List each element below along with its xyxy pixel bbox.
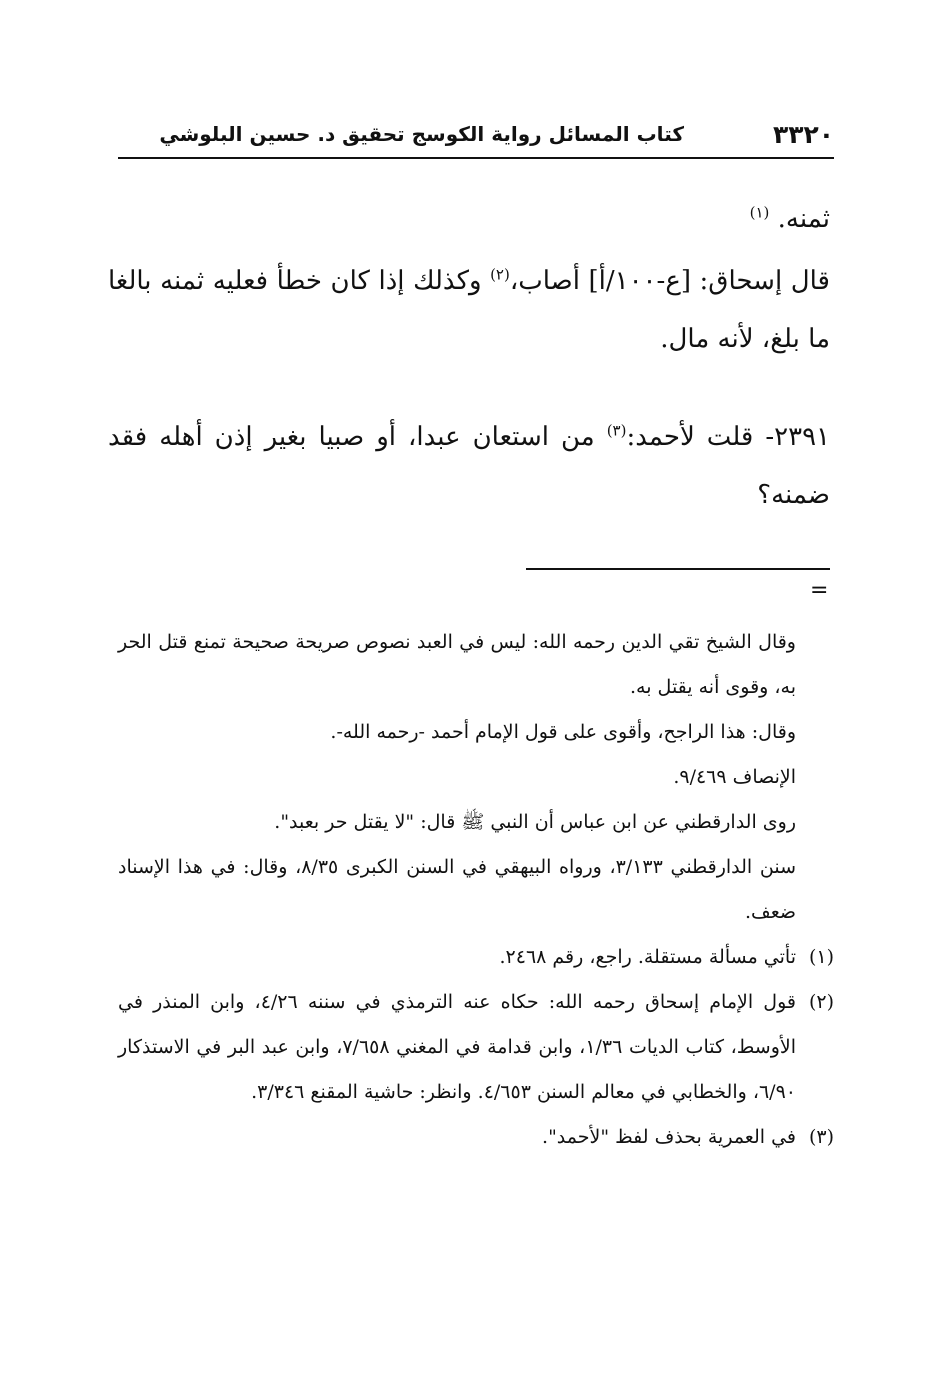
footnote-3 — [118, 1115, 834, 1160]
question-text-start: ٢٣٩١- قلت لأحمد: — [626, 422, 830, 452]
running-title: كتاب المسائل رواية الكوسج تحقيق د. حسين البلوشي — [159, 122, 684, 146]
ishaq-text-start: قال إسحاق: [ع-١٠٠/أ] أصاب، — [509, 266, 830, 296]
header-rule — [118, 157, 834, 159]
question-2391 — [108, 408, 830, 524]
footnote-number: (٣) — [808, 1126, 834, 1148]
carried-footnote-line: روى الدارقطني عن ابن عباس أن النبي ﷺ قال: "لا يقتل حر بعبد". — [274, 811, 796, 833]
footnote-ref-3: (٣) — [606, 421, 627, 440]
carried-footnote-line: وقال: هذا الراجح، وأقوى على قول الإمام أحمد -رحمه الله-. — [330, 721, 796, 743]
continuation-text: ثمنه. — [777, 204, 830, 234]
footnote-ref-2: (٢) — [490, 265, 510, 284]
footnote-number: (٢) — [808, 991, 834, 1013]
footnote-ref-1: (١) — [749, 203, 770, 222]
question-text-end: من استعان عبدا، أو صبيا بغير إذن أهله فقد ضمنه؟ — [108, 422, 830, 510]
carried-footnote-line: وقال الشيخ تقي الدين رحمه الله: ليس في العبد نصوص صريحة صحيحة تمنع قتل الحر به، وقوى أنه يقتل به. — [118, 631, 796, 698]
ishaq-paragraph — [108, 252, 830, 368]
page-number: ٣٣٢٠ — [772, 120, 834, 149]
footnote-number: (١) — [808, 946, 834, 968]
footnote-2 — [118, 980, 834, 1115]
footnote-text: في العمرية بحذف لفظ "لأحمد". — [542, 1126, 796, 1148]
footnote-text: تأتي مسألة مستقلة. راجع، رقم ٢٤٦٨. — [499, 946, 796, 968]
continuation-paragraph — [108, 190, 830, 248]
footnote-text: قول الإمام إسحاق رحمه الله: حكاه عنه الترمذي في سننه ٤/٢٦، وابن المنذر في الأوسط، كتاب الديات ١/٣٦، وابن قدامة في المغني ٧/٦٥٨، وابن عبد البر في الاستذكار ٦/٩٠، والخطابي في معالم السنن ٤/٦٥٣. وانظر: حاشية المقنع ٣/٣٤٦. — [118, 991, 797, 1103]
page-header — [118, 112, 834, 156]
carried-footnote-line: سنن الدارقطني ٣/١٣٣، ورواه البيهقي في السنن الكبرى ٨/٣٥، وقال: في هذا الإسناد ضعف. — [118, 856, 796, 923]
ishaq-text-end: وكذلك إذا كان خطأ فعليه ثمنه بالغا ما بلغ، لأنه مال. — [108, 266, 830, 354]
carried-footnote-line: الإنصاف ٩/٤٦٩. — [673, 766, 796, 788]
footnotes-section — [118, 620, 834, 1160]
footnote-continuation-mark: = — [810, 578, 829, 603]
footnote-1 — [118, 935, 834, 980]
footnote-separator — [526, 568, 830, 570]
